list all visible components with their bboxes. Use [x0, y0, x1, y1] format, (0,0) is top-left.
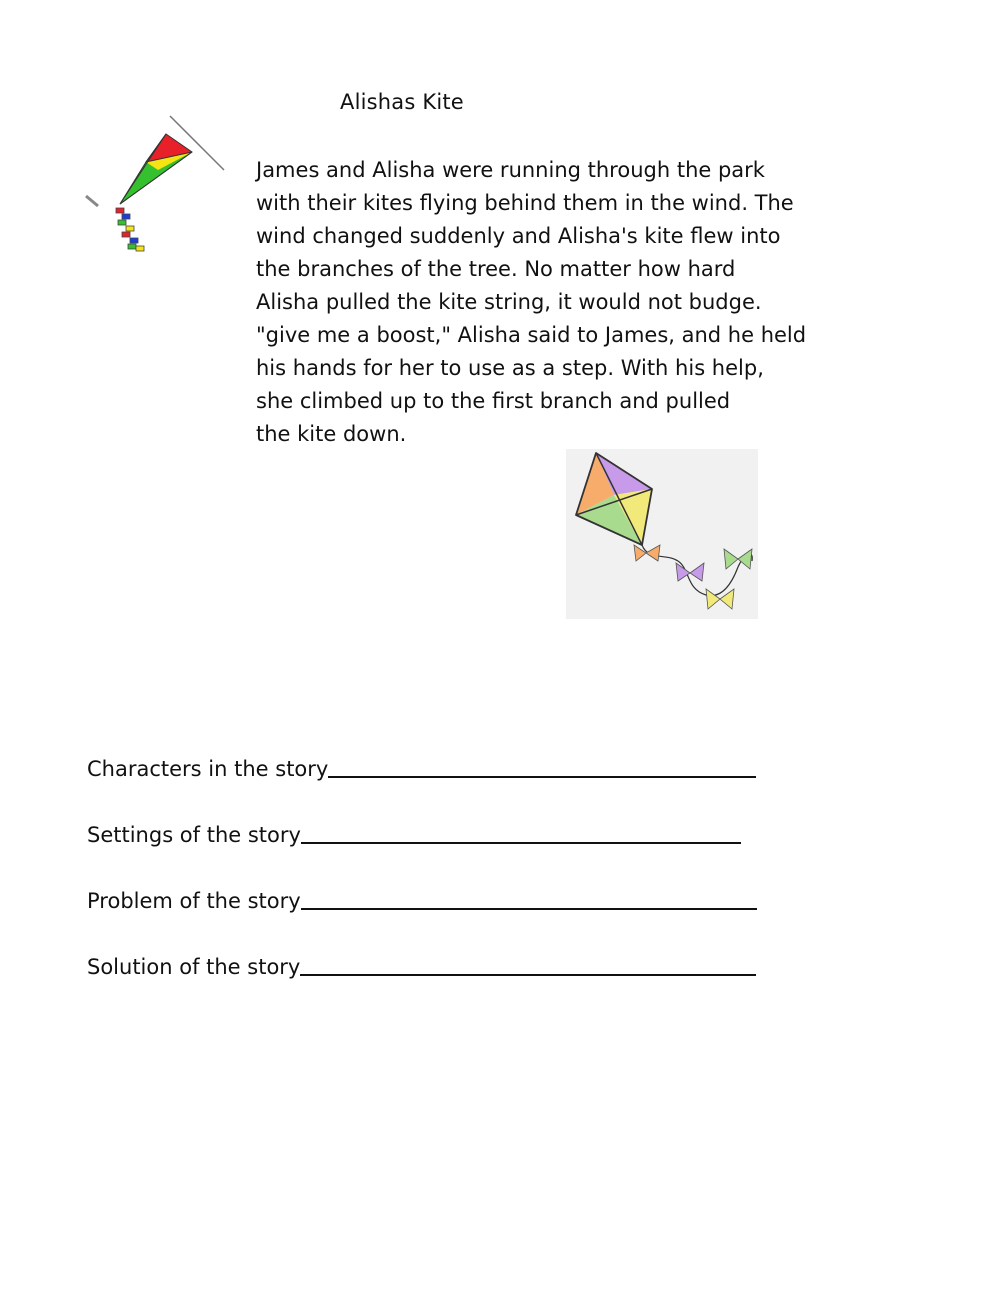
- question-settings: [87, 814, 807, 847]
- answer-blank-problem[interactable]: [301, 908, 757, 910]
- question-label: Characters in the story: [87, 757, 329, 781]
- answer-blank-solution[interactable]: [300, 974, 756, 976]
- story-line: his hands for her to use as a step. With his help,: [256, 356, 764, 380]
- story-line: "give me a boost," Alisha said to James, and he held: [256, 323, 807, 347]
- question-label: Solution of the story: [87, 955, 301, 979]
- story-paragraph: [256, 154, 856, 451]
- story-line: with their kites flying behind them in the wind. The: [256, 191, 794, 215]
- question-problem: [87, 880, 807, 913]
- kite-icon: [84, 110, 230, 256]
- kite-pastel-image: [566, 449, 758, 619]
- kite-primary-image: [84, 110, 230, 256]
- answer-blank-characters[interactable]: [328, 776, 756, 778]
- question-characters: [87, 748, 807, 781]
- story-line: she climbed up to the first branch and pulled: [256, 389, 731, 413]
- worksheet-title: Alishas Kite: [340, 90, 464, 114]
- question-solution: [87, 946, 807, 979]
- kite-icon: [566, 449, 758, 619]
- question-label: Settings of the story: [87, 823, 301, 847]
- story-line: James and Alisha were running through the park: [256, 158, 765, 182]
- question-label: Problem of the story: [87, 889, 301, 913]
- story-line: wind changed suddenly and Alisha's kite flew into: [256, 224, 781, 248]
- story-line: the branches of the tree. No matter how hard: [256, 257, 736, 281]
- answer-blank-settings[interactable]: [301, 842, 741, 844]
- story-questions: [87, 748, 807, 1012]
- story-line: the kite down.: [256, 422, 407, 446]
- story-line: Alisha pulled the kite string, it would not budge.: [256, 290, 762, 314]
